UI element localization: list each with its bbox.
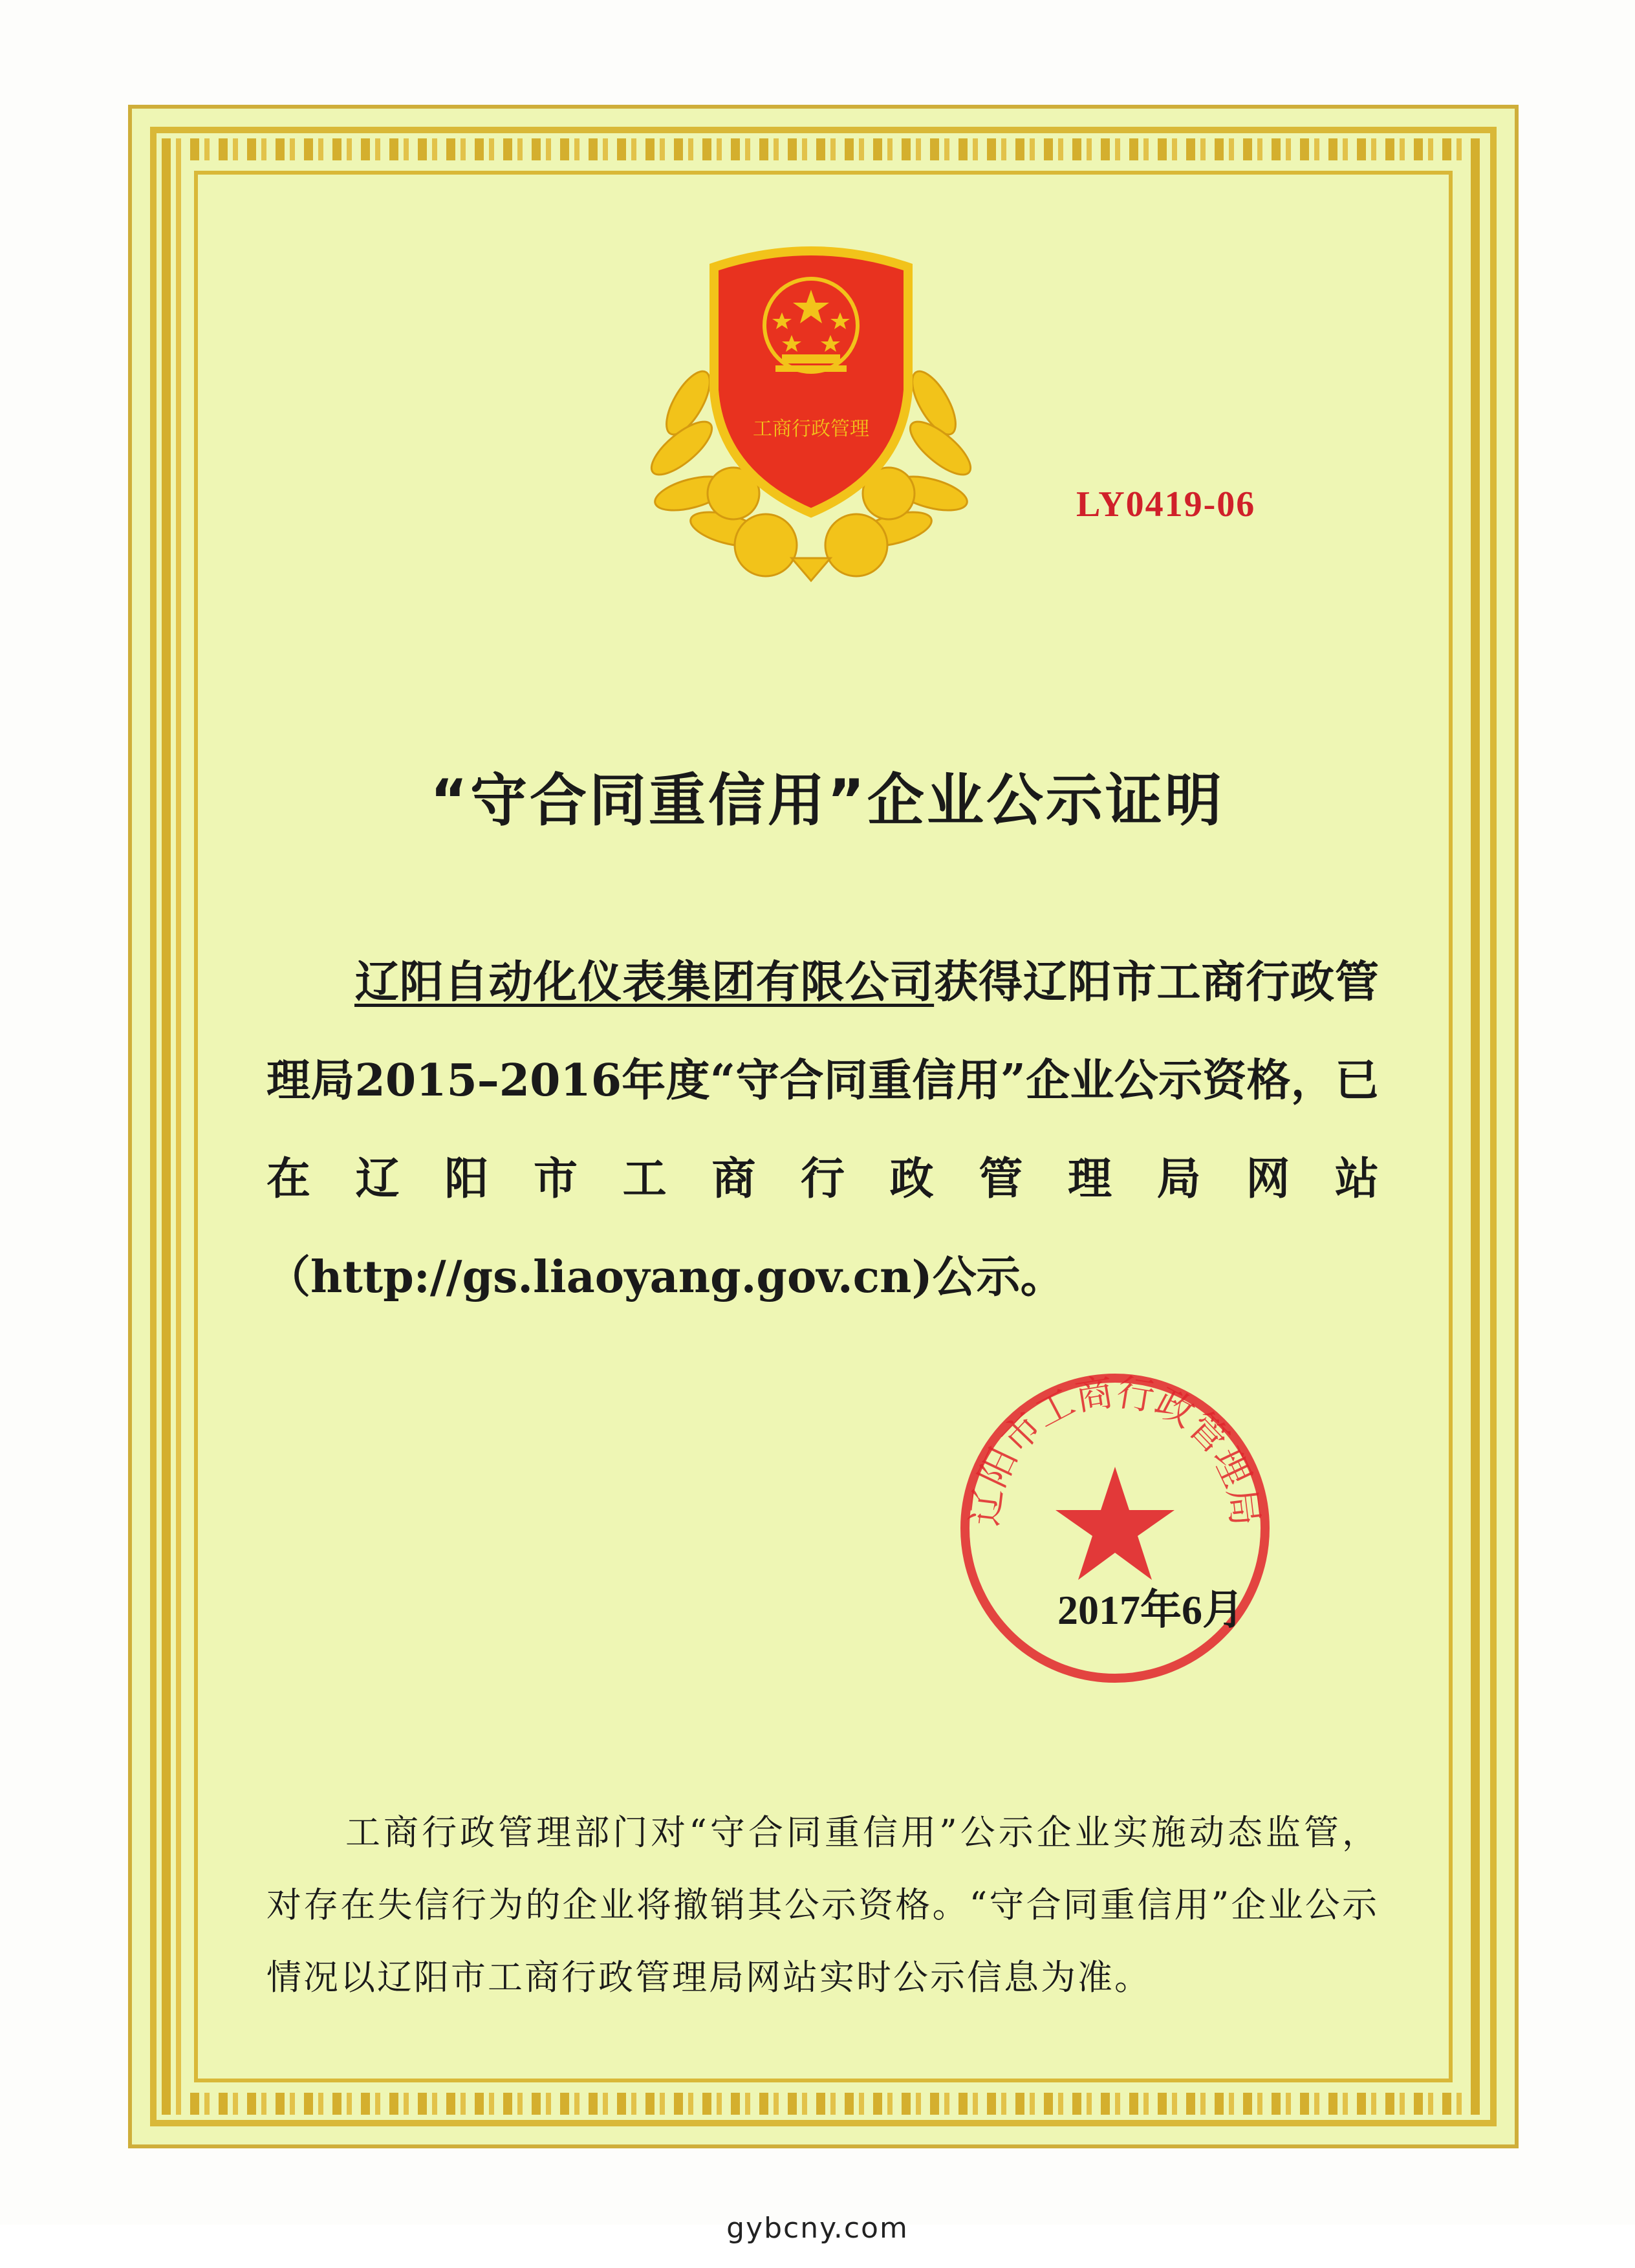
- certificate-body: [266, 933, 1379, 1326]
- body-text: 获得辽阳市工商行政管理局2015–2016年度“守合同重信用”企业公示资格，已在辽阳市工商行政管理局网站（http://gs.liaoyang.gov.cn)公示。: [266, 956, 1379, 1303]
- certificate: [128, 105, 1519, 2148]
- seal-text: 辽阳市工商行政管理局: [962, 1370, 1268, 1528]
- aic-emblem-icon: [636, 222, 986, 584]
- certificate-title: “守合同重信用”企业公示证明: [430, 767, 1224, 834]
- site-watermark: gybcny.com: [726, 2212, 909, 2245]
- company-name: 辽阳自动化仪表集团有限公司: [354, 956, 935, 1008]
- serial-number: LY0419-06: [1076, 484, 1256, 524]
- supervision-notice: [266, 1797, 1379, 2014]
- emblem-text: 工商行政管理: [753, 418, 869, 440]
- official-seal-icon: [953, 1366, 1277, 1690]
- notice-text: 工商行政管理部门对“守合同重信用”公示企业实施动态监管，对存在失信行为的企业将撤销其公示资格。“守合同重信用”企业公示情况以辽阳市工商行政管理局网站实时公示信息为准。: [266, 1812, 1379, 1998]
- issue-date: 2017年6月: [1057, 1587, 1244, 1633]
